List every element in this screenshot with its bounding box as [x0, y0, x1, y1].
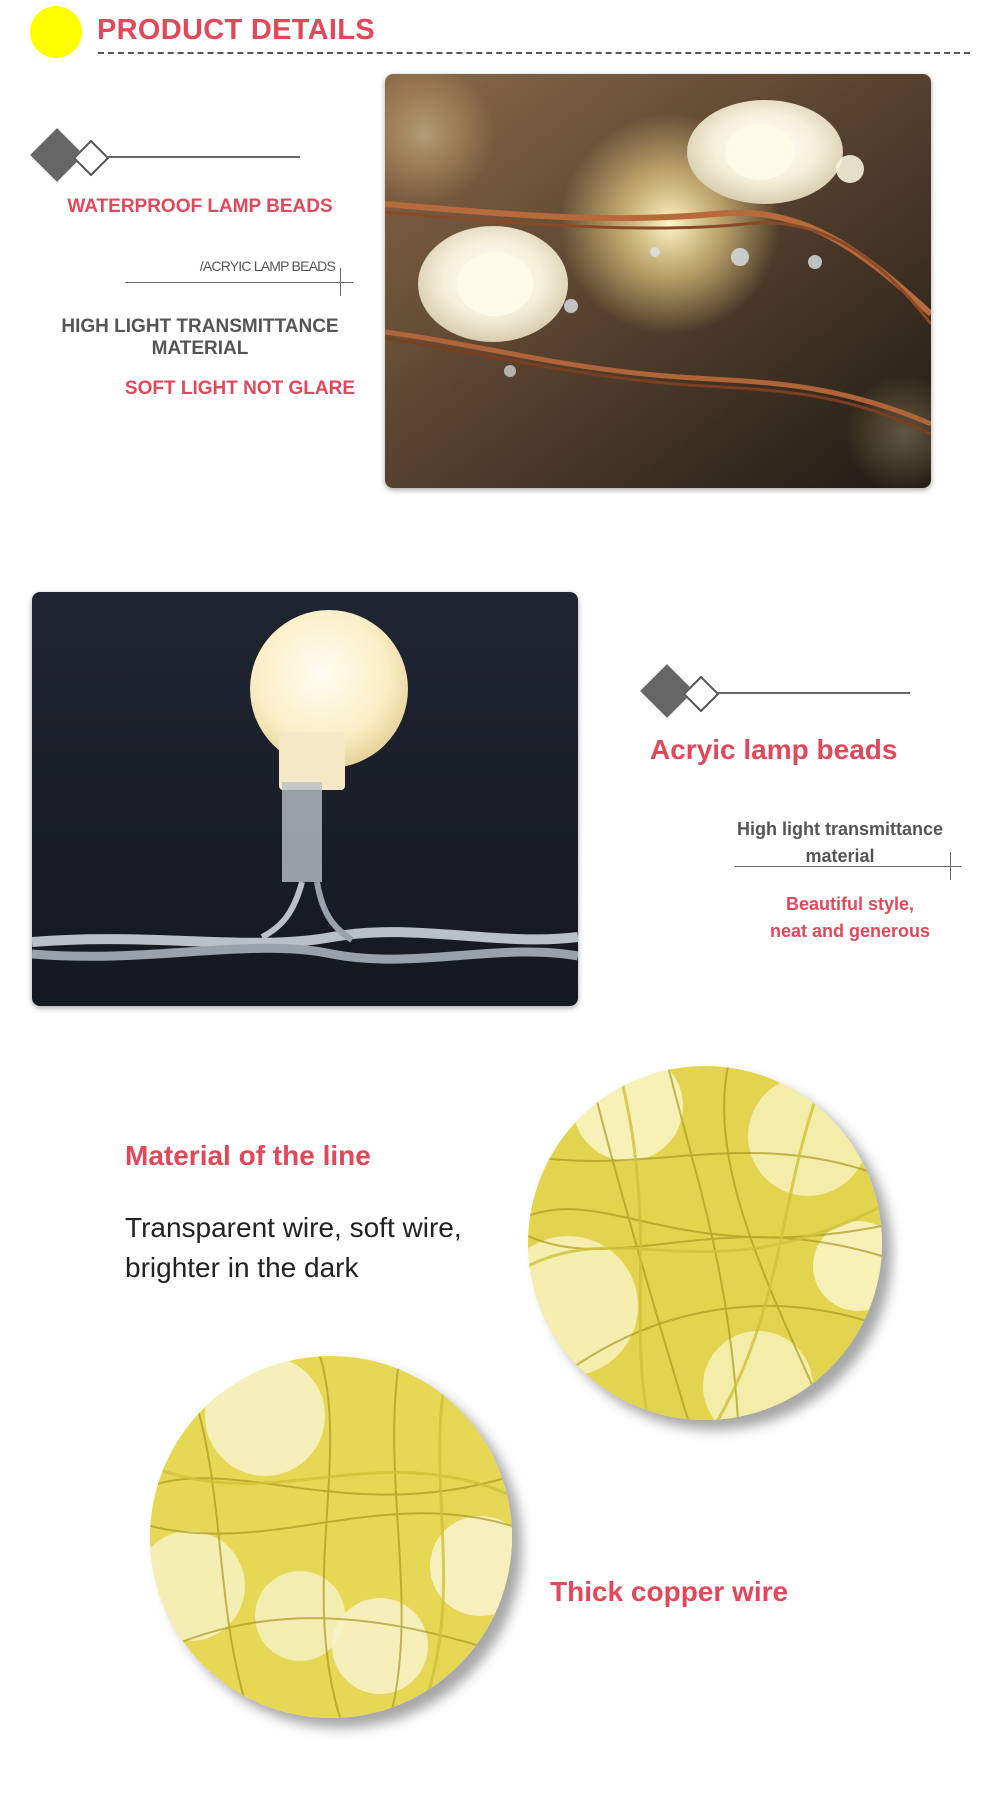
acrylic-heading: Acryic lamp beads: [650, 734, 898, 765]
soft-light-label: SOFT LIGHT NOT GLARE: [124, 378, 355, 399]
diamond-marker-icon: [30, 128, 300, 188]
material-description: [125, 1208, 545, 1288]
header-divider: [98, 52, 970, 54]
tick-line: [125, 282, 353, 283]
tick-mark: [950, 852, 951, 880]
yellow-wire-closeup-photo: [150, 1356, 512, 1718]
transmittance-label: HIGH LIGHT TRANSMITTANCE MATERIAL: [61, 316, 339, 359]
waterproof-label: WATERPROOF LAMP BEADS: [67, 196, 333, 217]
style-note-line1: Beautiful style,: [785, 894, 915, 914]
tick-mark: [340, 268, 341, 296]
material-desc-line1: Transparent wire, soft wire,: [125, 1212, 462, 1243]
material-heading: Material of the line: [125, 1140, 371, 1171]
style-note: [720, 891, 980, 945]
transmittance-subtext: High light transmittance material: [736, 819, 943, 866]
copper-wire-label: Thick copper wire: [550, 1576, 789, 1607]
yellow-dot-icon: [30, 6, 82, 58]
copper-wire-lamp-photo: [385, 74, 931, 488]
globe-bead-photo: [32, 592, 578, 1006]
page-title: PRODUCT DETAILS: [97, 14, 375, 46]
acrylic-small-label: /ACRYIC LAMP BEADS: [199, 258, 335, 274]
tick-line: [735, 866, 961, 867]
style-note-line2: neat and generous: [769, 921, 931, 941]
material-desc-line2: brighter in the dark: [125, 1252, 359, 1283]
yellow-wire-closeup-photo: [528, 1066, 882, 1420]
diamond-marker-icon: [640, 664, 910, 724]
